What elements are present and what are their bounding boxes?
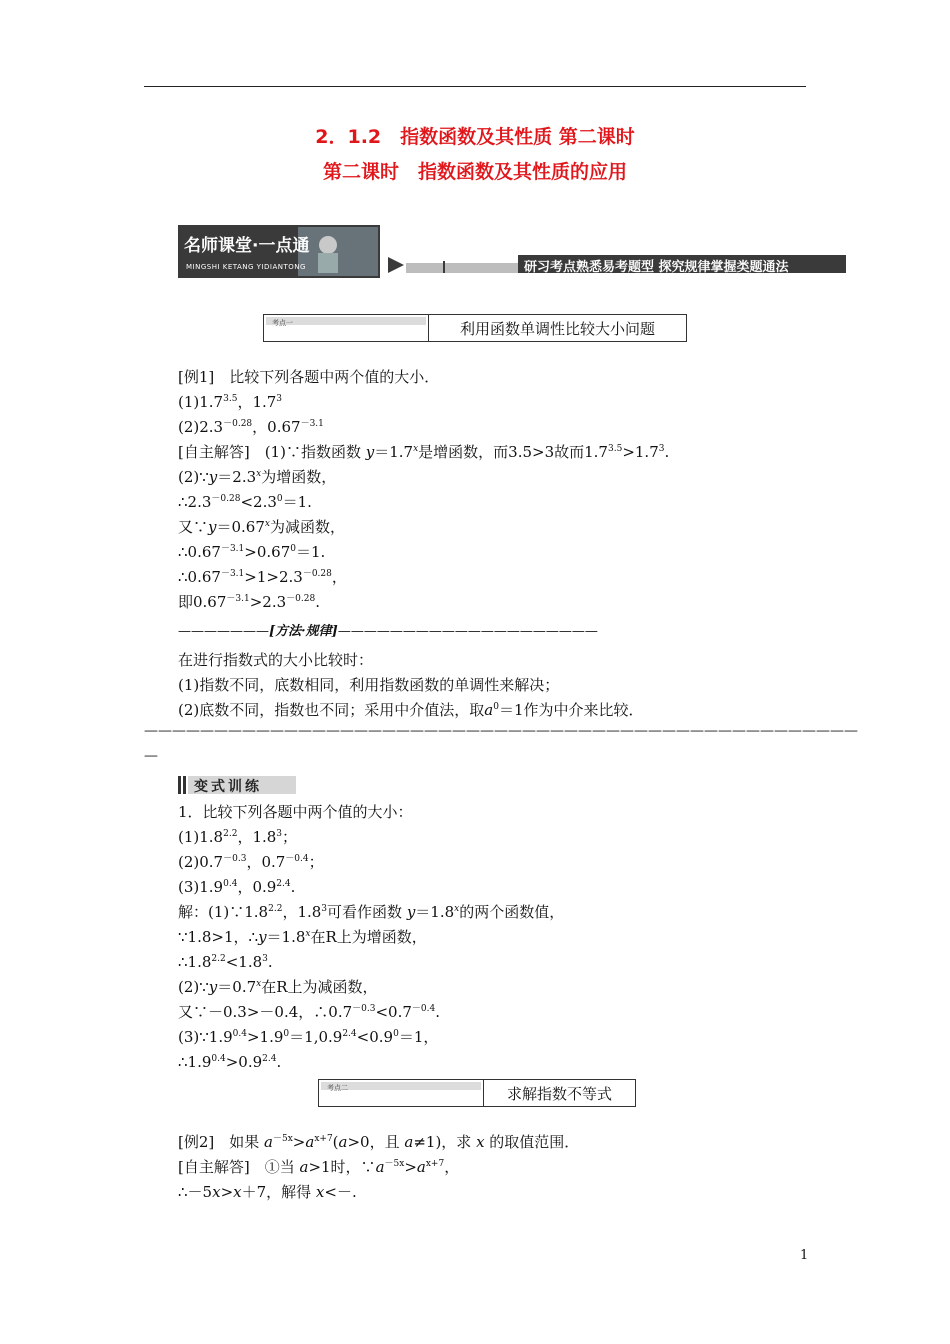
divider-rule-tail: —	[144, 748, 158, 764]
ex1-line-6: $\therefore 2.3^{-0.28}<2.3^0=1$.	[178, 493, 312, 511]
kaodian-title: 求解指数不等式	[506, 1084, 612, 1103]
kaodian-tag-cell	[319, 1080, 484, 1106]
top-rule	[144, 86, 806, 87]
kaodian-box-2	[318, 1079, 636, 1107]
banner-photo-figure	[319, 236, 337, 254]
kaodian-title: 利用函数单调性比较大小问题	[459, 319, 655, 338]
bianshi-heading	[178, 775, 298, 795]
method-line-3: (2)底数不同，指数也不同；采用中介值法，取$a^0=1$作为中介来比较．	[178, 701, 644, 719]
ex1-line-7: 又$\because y=0.67^x$为减函数，	[178, 518, 345, 536]
ex2-line-1: [例2] 如果 $a^{-5x}>a^{x+7}(a>0$，且 a≠1)，求 x 的取值范围．	[178, 1133, 580, 1151]
page-number: 1	[800, 1248, 809, 1263]
method-line-1: 在进行指数式的大小比较时：	[178, 651, 374, 669]
ex1-line-8: $\therefore 0.67^{-3.1}>0.67^0=1$.	[178, 543, 326, 561]
ex1-line-4: [自主解答] (1)∵指数函数 $y=1.7^x$是增函数，而3.5>3故而$1.7^{3.5}>1.7^3$.	[178, 443, 670, 461]
ex1-line-2: $(1)1.7^{3.5}$，$1.7^3$	[178, 393, 283, 411]
kaodian-tag: 考点一	[272, 319, 293, 327]
ex2-line-2: [自主解答] ①当 a>1时，$\because a^{-5x}>a^{x+7}$，	[178, 1158, 460, 1176]
ex1-line-9: $\therefore 0.67^{-3.1}>1>2.3^{-0.28}$，	[178, 568, 347, 586]
ex1b-line-9: 又∵－0.3>－0.4，$\therefore 0.7^{-0.3}<0.7^{-0.4}$.	[178, 1003, 441, 1021]
ex1b-line-2: $(1)1.8^{2.2}$，$1.8^3$；	[178, 828, 298, 846]
play-triangle-icon	[388, 257, 404, 273]
ex1b-line-8: $(2)\because y=0.7^x$在R上为减函数，	[178, 978, 378, 996]
ex1-line-3: $(2)2.3^{-0.28}$，$0.67^{-3.1}$	[178, 418, 324, 436]
ex1b-line-4: $(3)1.9^{0.4}$，$0.9^{2.4}$.	[178, 878, 296, 896]
kaodian-tag-cell	[264, 315, 429, 341]
banner-bar-light	[406, 263, 518, 273]
banner-left-text: 名师课堂·一点通	[184, 236, 310, 256]
ex1-line-10: 即$0.67^{-3.1}>2.3^{-0.28}$.	[178, 593, 320, 611]
ex2-line-3: ∴－5x>x＋7，解得 x<－.	[178, 1183, 357, 1201]
ex1-line-1: [例1] 比较下列各题中两个值的大小．	[178, 368, 440, 386]
ex1b-line-1: 1．比较下列各题中两个值的大小：	[178, 803, 413, 821]
banner-right-text: 研习考点熟悉易考题型 探究规律掌握类题通法	[524, 260, 789, 275]
title-line-1: 2．1.2 指数函数及其性质 第二课时	[315, 126, 635, 148]
ex1b-line-5: 解：$(1)\because 1.8^{2.2}$，$1.8^3$可看作函数 $y=1.8^x$的两个函数值，	[178, 903, 565, 921]
divider-rule: ———————————————————————————————————————————————————	[144, 723, 858, 739]
ex1b-line-6: ∵1.8>1，$\therefore y=1.8^x$在R上为增函数，	[178, 928, 427, 946]
ex1-line-5: $(2)\because y=2.3^x$为增函数，	[178, 468, 337, 486]
kaodian-tag: 考点二	[327, 1084, 348, 1092]
method-line-2: (1)指数不同，底数相同，利用指数函数的单调性来解决；	[178, 676, 560, 694]
banner-photo-figure-body	[318, 253, 338, 273]
banner-left-pinyin: MINGSHI KETANG YIDIANTONG	[186, 263, 306, 271]
ex1b-line-11: $\therefore 1.9^{0.4}>0.9^{2.4}$.	[178, 1053, 282, 1071]
ex1b-line-10: $(3)\because 1.9^{0.4}>1.9^0=1,0.9^{2.4}<0.9^0=1$，	[178, 1028, 439, 1046]
ex1b-line-7: $\therefore 1.8^{2.2}<1.8^3$.	[178, 953, 273, 971]
bianshi-label: 变式训练	[194, 779, 262, 795]
title-line-2: 第二课时 指数函数及其性质的应用	[322, 161, 627, 183]
section-banner	[178, 225, 846, 278]
method-header: ———————[方法·规律]————————————————————	[178, 624, 598, 639]
kaodian-box-1	[263, 314, 687, 342]
ex1b-line-3: $(2)0.7^{-0.3}$，$0.7^{-0.4}$；	[178, 853, 324, 871]
